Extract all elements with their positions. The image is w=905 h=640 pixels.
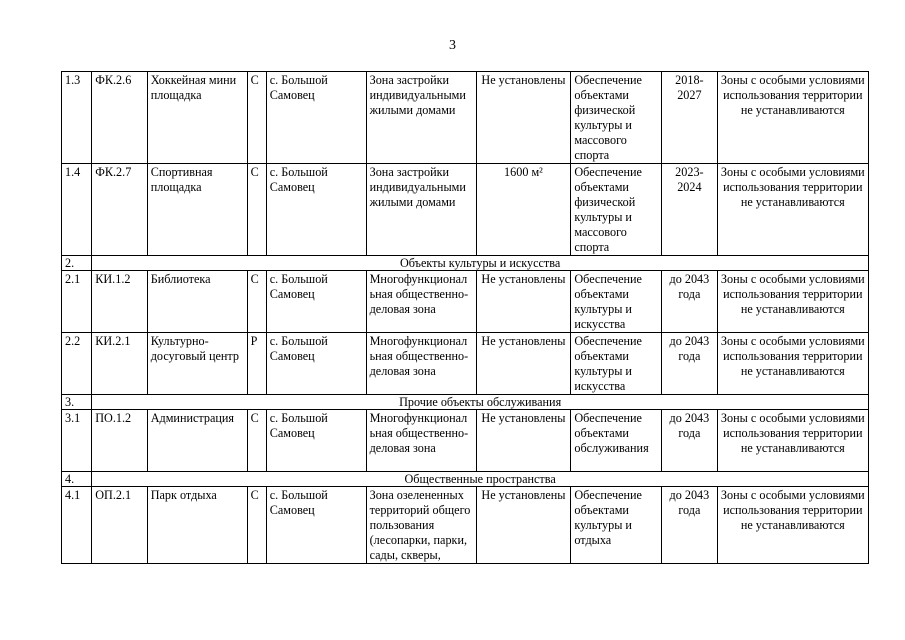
- restrictions-cell: Зоны с особыми условиями использования территории не устанавливаются: [717, 487, 868, 564]
- capacity-cell: Не установлены: [476, 271, 571, 333]
- row-number: 2.2: [62, 333, 92, 395]
- object-code: ПО.1.2: [92, 410, 147, 472]
- purpose-cell: Обеспечение объектами культуры и отдыха: [571, 487, 662, 564]
- zone-cell: Многофункционал ьная общественно-деловая зона: [366, 271, 476, 333]
- location-cell: с. Большой Самовец: [266, 164, 366, 256]
- purpose-cell: Обеспечение объектами физической культуры и массового спорта: [571, 72, 662, 164]
- section-row: [62, 256, 869, 271]
- section-number: 3.: [62, 395, 92, 410]
- restrictions-cell: Зоны с особыми условиями использования территории не устанавливаются: [717, 271, 868, 333]
- object-code: КИ.1.2: [92, 271, 147, 333]
- restrictions-cell: Зоны с особыми условиями использования территории не устанавливаются: [717, 333, 868, 395]
- period-cell: до 2043 года: [662, 410, 717, 472]
- location-cell: с. Большой Самовец: [266, 72, 366, 164]
- table-row: [62, 410, 869, 472]
- purpose-cell: Обеспечение объектами культуры и искусства: [571, 271, 662, 333]
- capacity-cell: Не установлены: [476, 487, 571, 564]
- status-code: С: [247, 164, 266, 256]
- object-code: ОП.2.1: [92, 487, 147, 564]
- capacity-cell: Не установлены: [476, 72, 571, 164]
- table-row: [62, 72, 869, 164]
- zone-cell: Многофункционал ьная общественно-деловая зона: [366, 410, 476, 472]
- object-name: Культурно-досуговый центр: [147, 333, 247, 395]
- purpose-cell: Обеспечение объектами физической культуры и массового спорта: [571, 164, 662, 256]
- object-name: Спортивная площадка: [147, 164, 247, 256]
- object-code: КИ.2.1: [92, 333, 147, 395]
- location-cell: с. Большой Самовец: [266, 410, 366, 472]
- section-title: Объекты культуры и искусства: [92, 256, 869, 271]
- purpose-cell: Обеспечение объектами обслуживания: [571, 410, 662, 472]
- capacity-cell: 1600 м²: [476, 164, 571, 256]
- section-number: 4.: [62, 472, 92, 487]
- location-cell: с. Большой Самовец: [266, 271, 366, 333]
- table-row: [62, 164, 869, 256]
- facilities-table: [61, 71, 869, 564]
- row-number: 2.1: [62, 271, 92, 333]
- page-number: 3: [449, 38, 456, 53]
- table-body: [62, 72, 869, 564]
- object-name: Администрация: [147, 410, 247, 472]
- status-code: Р: [247, 333, 266, 395]
- restrictions-cell: Зоны с особыми условиями использования территории не устанавливаются: [717, 410, 868, 472]
- section-number: 2.: [62, 256, 92, 271]
- period-cell: 2023-2024: [662, 164, 717, 256]
- object-code: ФК.2.6: [92, 72, 147, 164]
- period-cell: до 2043 года: [662, 333, 717, 395]
- section-title: Прочие объекты обслуживания: [92, 395, 869, 410]
- object-name: Библиотека: [147, 271, 247, 333]
- zone-cell: Многофункционал ьная общественно-деловая зона: [366, 333, 476, 395]
- status-code: С: [247, 410, 266, 472]
- row-number: 1.3: [62, 72, 92, 164]
- row-number: 3.1: [62, 410, 92, 472]
- capacity-cell: Не установлены: [476, 410, 571, 472]
- zone-cell: Зона озелененных территорий общего пользования (лесопарки, парки, сады, скверы,: [366, 487, 476, 564]
- status-code: С: [247, 271, 266, 333]
- table-row: [62, 487, 869, 564]
- period-cell: до 2043 года: [662, 487, 717, 564]
- status-code: С: [247, 487, 266, 564]
- object-name: Хоккейная мини площадка: [147, 72, 247, 164]
- section-title: Общественные пространства: [92, 472, 869, 487]
- row-number: 1.4: [62, 164, 92, 256]
- object-name: Парк отдыха: [147, 487, 247, 564]
- location-cell: с. Большой Самовец: [266, 487, 366, 564]
- section-row: [62, 472, 869, 487]
- location-cell: с. Большой Самовец: [266, 333, 366, 395]
- restrictions-cell: Зоны с особыми условиями использования территории не устанавливаются: [717, 72, 868, 164]
- status-code: С: [247, 72, 266, 164]
- table-row: [62, 333, 869, 395]
- period-cell: до 2043 года: [662, 271, 717, 333]
- period-cell: 2018-2027: [662, 72, 717, 164]
- purpose-cell: Обеспечение объектами культуры и искусства: [571, 333, 662, 395]
- restrictions-cell: Зоны с особыми условиями использования территории не устанавливаются: [717, 164, 868, 256]
- row-number: 4.1: [62, 487, 92, 564]
- table-row: [62, 271, 869, 333]
- section-row: [62, 395, 869, 410]
- zone-cell: Зона застройки индивидуальными жилыми домами: [366, 72, 476, 164]
- capacity-cell: Не установлены: [476, 333, 571, 395]
- zone-cell: Зона застройки индивидуальными жилыми домами: [366, 164, 476, 256]
- object-code: ФК.2.7: [92, 164, 147, 256]
